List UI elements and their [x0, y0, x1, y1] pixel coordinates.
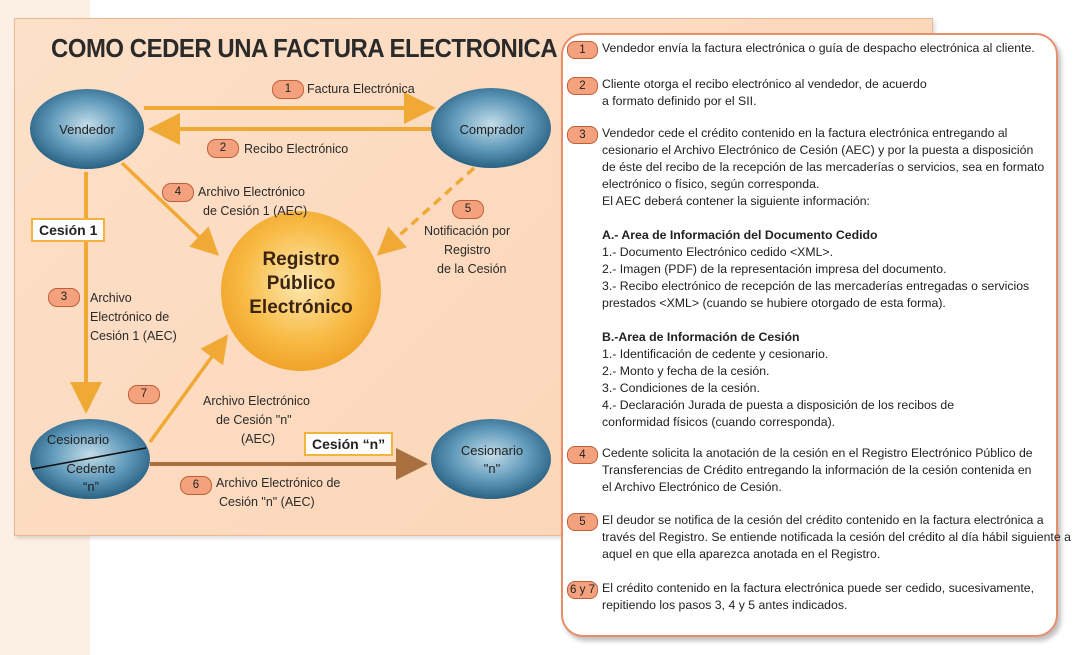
step-6-badge: 6 y 7	[567, 581, 598, 599]
step-2-line: Cliente otorga el recibo electrónico al vendedor, de acuerdo	[602, 77, 927, 91]
step-1-line: Vendedor envía la factura electrónica o guía de despacho electrónica al cliente.	[602, 41, 1035, 55]
cesion-n-box: Cesión “n”	[304, 432, 393, 456]
step-6-line: repitiendo los pasos 3, 4 y 5 antes indicados.	[602, 598, 848, 612]
step-3-line: electrónico o físico, según corresponda.	[602, 177, 820, 191]
step-3-line: 1.- Documento Electrónico cedido <XML>.	[602, 245, 834, 259]
flow-2-label: Recibo Electrónico	[244, 142, 349, 156]
comprador-label: Comprador	[459, 122, 525, 137]
step-2-line: a formato definido por el SII.	[602, 94, 757, 108]
step-3-line: B.-Area de Información de Cesión	[602, 330, 800, 344]
flow-6-badge: 6	[180, 476, 212, 495]
flow-3-badge: 3	[48, 288, 80, 307]
flow-4-label-1: Archivo Electrónico	[198, 185, 305, 199]
flow-7-label-1: Archivo Electrónico	[203, 394, 310, 408]
flow-7-label-2: de Cesión "n"	[216, 413, 292, 427]
step-1-badge: 1	[567, 41, 598, 59]
flow-5-label-2: Registro	[444, 243, 491, 257]
step-3-line: 4.- Declaración Jurada de puesta a disposición de los recibos de	[602, 398, 955, 412]
step-3-line: 1.- Identificación de cedente y cesionario.	[602, 347, 829, 361]
flow-7-badge: 7	[128, 385, 160, 404]
step-3-line: 3.- Condiciones de la cesión.	[602, 381, 760, 395]
step-3-line: prestados <XML> (cuando se hubiere otorgado de esta forma).	[602, 296, 946, 310]
flow-7-label-3: (AEC)	[241, 432, 276, 446]
step-2-badge: 2	[567, 77, 598, 95]
step-3-line: de éste del recibo de la recepción de las mercaderías o servicios, sea en formato	[602, 160, 1045, 174]
flow-3-label-3: Cesión 1 (AEC)	[90, 329, 177, 343]
step-3-line: 3.- Recibo electrónico de recepción de las mercaderías entregadas o servicios	[602, 279, 1030, 293]
step-3-line: 2.- Monto y fecha de la cesión.	[602, 364, 770, 378]
step-3-line: cesionario el Archivo Electrónico de Cesión (AEC) y por la puesta a disposición	[602, 143, 1034, 157]
cedente-label: Cedente	[66, 461, 116, 476]
step-3-line: 2.- Imagen (PDF) de la representación impresa del documento.	[602, 262, 947, 276]
vendedor-label: Vendedor	[59, 122, 115, 137]
step-4-line: Cedente solicita la anotación de la cesión en el Registro Electrónico Público de	[602, 446, 1033, 460]
cedente-n-label: “n”	[83, 479, 99, 494]
step-5-badge: 5	[567, 513, 598, 531]
step-3-line: A.- Area de Información del Documento Cedido	[602, 228, 878, 242]
flow-4-badge: 4	[162, 183, 194, 202]
flow-3-label-2: Electrónico de	[90, 310, 170, 324]
cesionario-label: Cesionario	[46, 432, 110, 447]
cesionario-n-label: Cesionario	[460, 443, 524, 458]
cesionario-n-quote-label: "n"	[483, 461, 501, 476]
flow-5-label-1: Notificación por	[424, 224, 511, 238]
cesionario-n-node	[431, 419, 551, 499]
flow-2-badge: 2	[207, 139, 239, 158]
flow-4-label-2: de Cesión 1 (AEC)	[203, 204, 308, 218]
step-6-line: El crédito contenido en la factura electrónica puede ser cedido, sucesivamente,	[602, 581, 1035, 595]
flow-6-label-2: Cesión "n" (AEC)	[219, 495, 315, 509]
step-4-line: el Archivo Electrónico de Cesión.	[602, 480, 782, 494]
registro-label: Registro Público Electrónico	[249, 249, 353, 318]
flow-1-label: Factura Electrónica	[307, 82, 415, 96]
arrow-7	[150, 340, 224, 442]
cesion-1-box: Cesión 1	[31, 218, 105, 242]
flow-5-label-3: de la Cesión	[437, 262, 507, 276]
step-3-badge: 3	[567, 126, 598, 144]
step-5-line: través del Registro. Se entiende notificada la cesión del crédito al día hábil siguiente a	[602, 530, 1071, 544]
step-5-line: aquel en que ella aparezca anotada en el Registro.	[602, 547, 881, 561]
flow-6-label-1: Archivo Electrónico de	[216, 476, 341, 490]
flow-5-badge: 5	[452, 200, 484, 219]
arrow-4	[122, 163, 214, 251]
step-3-line: conformidad físicos (cuando corresponda).	[602, 415, 836, 429]
step-4-badge: 4	[567, 446, 598, 464]
step-3-line: El AEC deberá contener la siguiente información:	[602, 194, 870, 208]
flow-1-badge: 1	[272, 80, 304, 99]
step-3-line: Vendedor cede el crédito contenido en la factura electrónica entregando al	[602, 126, 1008, 140]
step-5-line: El deudor se notifica de la cesión del crédito contenido en la factura electrónica a	[602, 513, 1044, 527]
flow-3-label-1: Archivo	[90, 291, 132, 305]
step-4-line: Transferencias de Crédito entregando la información de la cesión contenida en	[602, 463, 1032, 477]
diagram-title: COMO CEDER UNA FACTURA ELECTRONICA	[51, 33, 558, 63]
